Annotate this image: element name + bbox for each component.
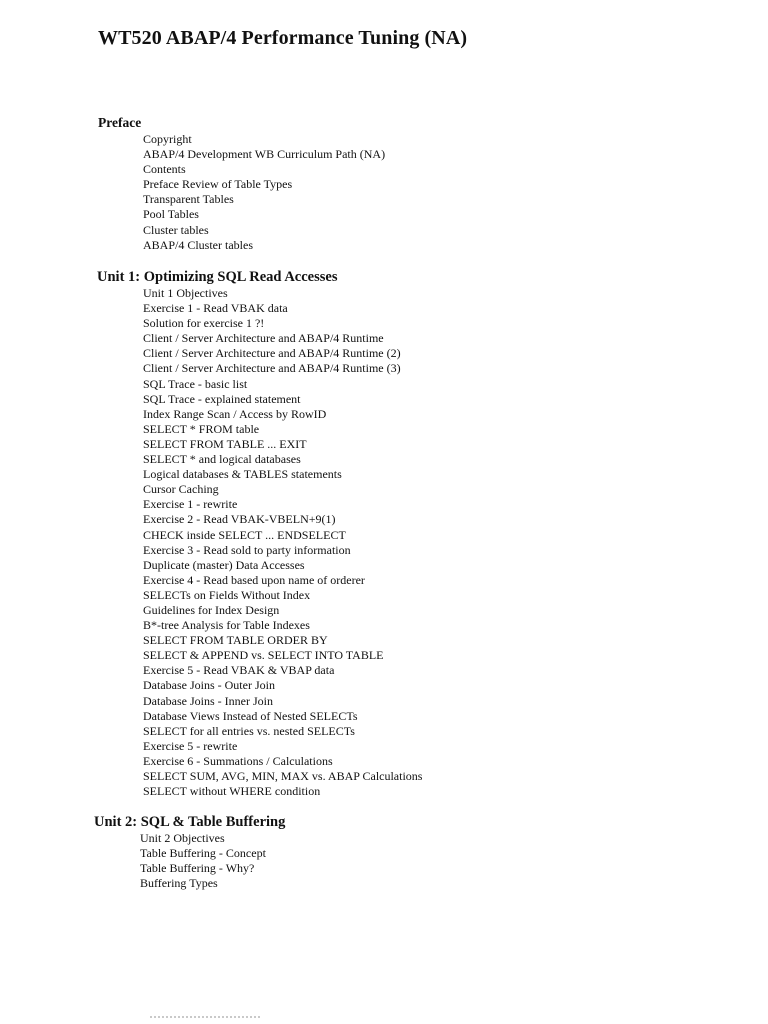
- list-item: SELECT FROM TABLE ORDER BY: [143, 633, 328, 648]
- section-heading: Unit 2: SQL & Table Buffering: [94, 814, 286, 830]
- list-item: Buffering Types: [140, 876, 218, 891]
- list-item: B*-tree Analysis for Table Indexes: [143, 618, 310, 633]
- list-item: Guidelines for Index Design: [143, 602, 280, 617]
- list-item: Exercise 1 - rewrite: [143, 497, 238, 512]
- list-item: SELECT for all entries vs. nested SELECTs: [143, 723, 355, 738]
- list-item: Database Joins - Inner Join: [143, 693, 273, 708]
- list-item: Copyright: [143, 132, 192, 146]
- list-item: Exercise 6 - Summations / Calculations: [143, 753, 333, 768]
- section-item-list: [143, 132, 385, 253]
- list-item: Cluster tables: [143, 222, 209, 237]
- list-item: Client / Server Architecture and ABAP/4 Runtime (3): [143, 361, 401, 376]
- list-item: Contents: [143, 162, 186, 177]
- list-item: Exercise 5 - Read VBAK & VBAP data: [143, 663, 335, 678]
- list-item: Unit 2 Objectives: [140, 831, 225, 845]
- document-title: WT520 ABAP/4 Performance Tuning (NA): [98, 27, 468, 49]
- list-item: SQL Trace - explained statement: [143, 391, 301, 406]
- list-item: SQL Trace - basic list: [143, 376, 248, 391]
- list-item: SELECT FROM TABLE ... EXIT: [143, 436, 307, 451]
- list-item: ABAP/4 Development WB Curriculum Path (NA): [143, 147, 386, 162]
- list-item: Exercise 1 - Read VBAK data: [143, 301, 288, 316]
- section-heading: Unit 1: Optimizing SQL Read Accesses: [97, 269, 338, 285]
- list-item: Pool Tables: [143, 207, 199, 222]
- list-item: SELECT SUM, AVG, MIN, MAX vs. ABAP Calculations: [143, 769, 423, 783]
- list-item: Unit 1 Objectives: [143, 286, 228, 300]
- list-item: Table Buffering - Concept: [140, 846, 266, 861]
- list-item: Client / Server Architecture and ABAP/4 Runtime: [143, 331, 384, 346]
- list-item: Exercise 3 - Read sold to party information: [143, 542, 351, 557]
- list-item: Preface Review of Table Types: [143, 177, 293, 192]
- list-item: Duplicate (master) Data Accesses: [143, 557, 305, 572]
- list-item: Exercise 4 - Read based upon name of orderer: [143, 572, 365, 587]
- faint-footer-artifact: [150, 1016, 260, 1024]
- section-preface: [98, 114, 385, 253]
- section-heading: Preface: [98, 115, 142, 130]
- list-item: ABAP/4 Cluster tables: [143, 237, 253, 252]
- list-item: Logical databases & TABLES statements: [143, 467, 342, 482]
- list-item: CHECK inside SELECT ... ENDSELECT: [143, 527, 346, 542]
- list-item: SELECT without WHERE condition: [143, 784, 321, 799]
- list-item: Database Views Instead of Nested SELECTs: [143, 708, 358, 723]
- list-item: SELECT & APPEND vs. SELECT INTO TABLE: [143, 648, 384, 663]
- section-item-list: [140, 831, 285, 891]
- list-item: SELECT * FROM table: [143, 421, 260, 436]
- list-item: Solution for exercise 1 ?!: [143, 316, 265, 331]
- list-item: Table Buffering - Why?: [140, 861, 255, 876]
- list-item: Index Range Scan / Access by RowID: [143, 406, 327, 421]
- list-item: Database Joins - Outer Join: [143, 678, 275, 693]
- section-unit-1: [97, 268, 422, 799]
- section-unit-2: [94, 813, 285, 891]
- list-item: Transparent Tables: [143, 192, 234, 207]
- list-item: Exercise 2 - Read VBAK-VBELN+9(1): [143, 512, 336, 527]
- section-item-list: [143, 286, 422, 799]
- list-item: Exercise 5 - rewrite: [143, 738, 238, 753]
- list-item: SELECTs on Fields Without Index: [143, 587, 311, 602]
- list-item: Cursor Caching: [143, 482, 219, 497]
- list-item: SELECT * and logical databases: [143, 452, 301, 467]
- list-item: Client / Server Architecture and ABAP/4 Runtime (2): [143, 346, 401, 361]
